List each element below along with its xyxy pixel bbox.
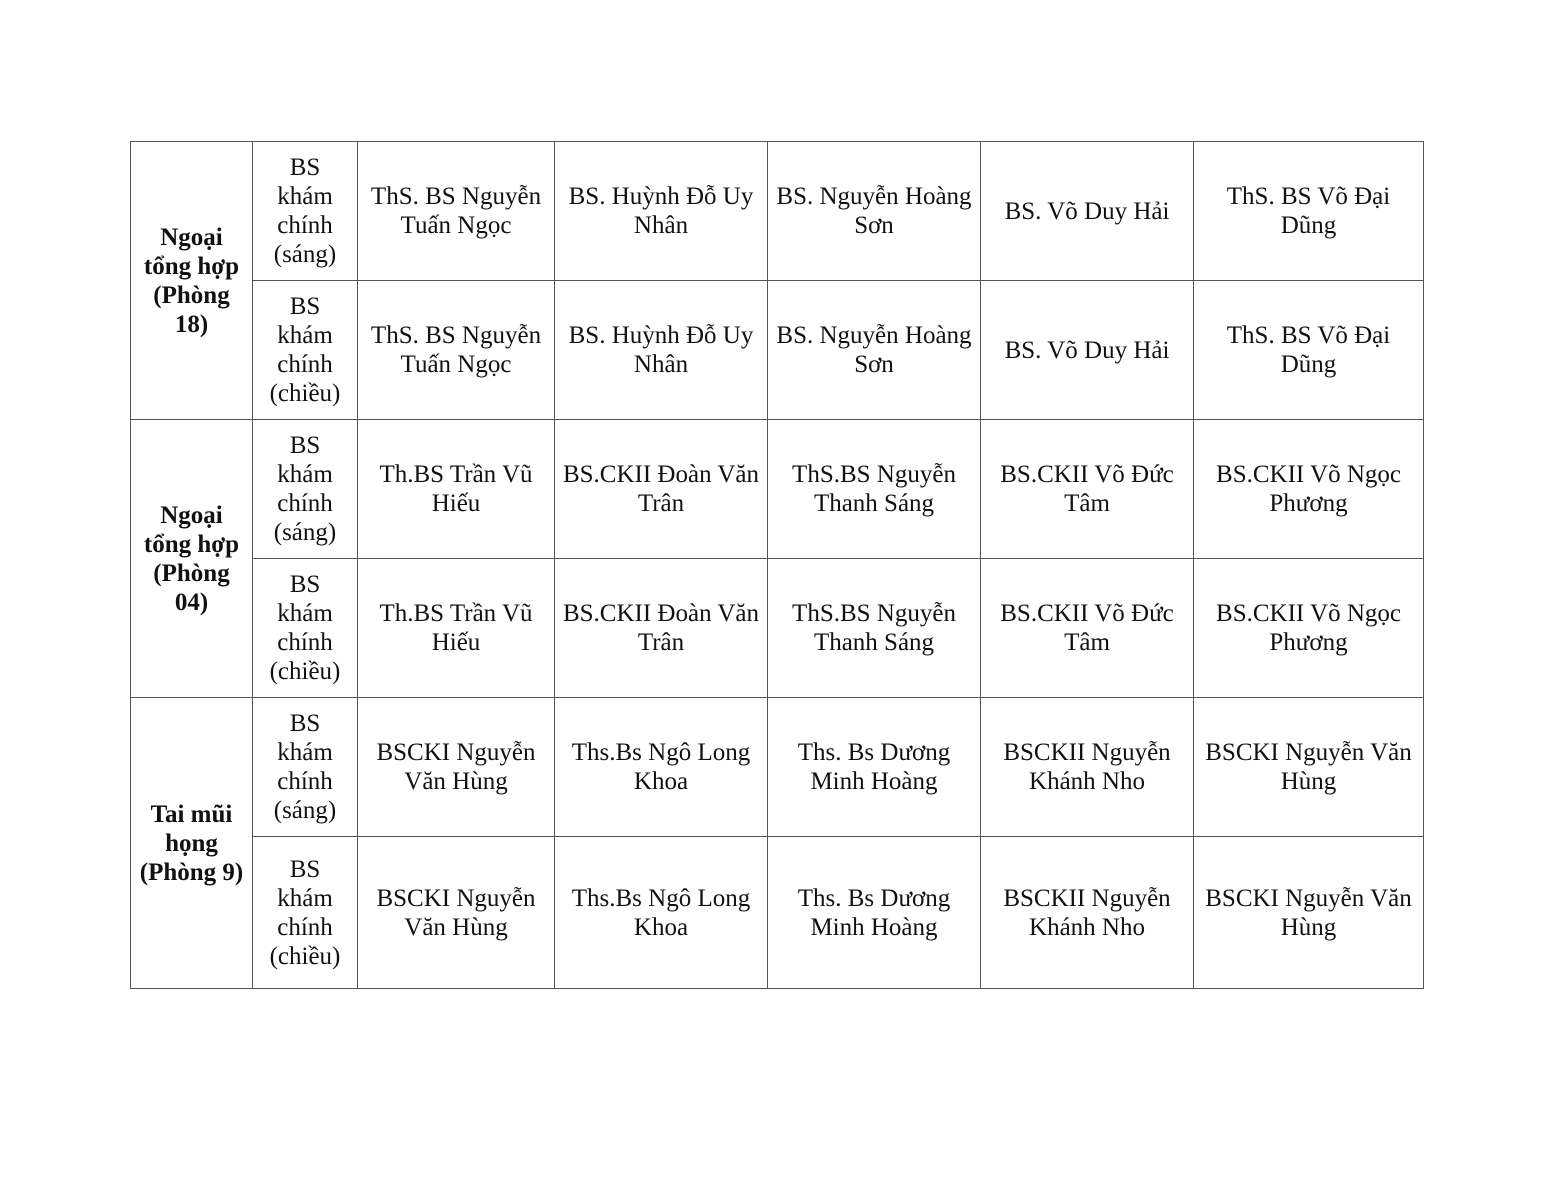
doctor-cell: BS. Huỳnh Đỗ Uy Nhân [555, 142, 768, 281]
table-row [131, 698, 1424, 837]
doctor-cell: BS. Nguyễn Hoàng Sơn [768, 281, 981, 420]
doctor-cell: BS. Nguyễn Hoàng Sơn [768, 142, 981, 281]
doctor-cell: BSCKII Nguyễn Khánh Nho [981, 698, 1194, 837]
doctor-cell: Ths. Bs Dương Minh Hoàng [768, 837, 981, 989]
department-cell: Ngoại tổng hợp (Phòng 18) [131, 142, 253, 420]
table-row [131, 837, 1424, 989]
role-cell: BS khám chính (chiều) [253, 837, 358, 989]
doctor-cell: BS. Võ Duy Hải [981, 142, 1194, 281]
role-cell: BS khám chính (chiều) [253, 559, 358, 698]
doctor-cell: BS.CKII Võ Ngọc Phương [1194, 559, 1424, 698]
doctor-cell: ThS. BS Võ Đại Dũng [1194, 142, 1424, 281]
doctor-cell: ThS. BS Nguyễn Tuấn Ngọc [358, 281, 555, 420]
doctor-schedule-table [130, 141, 1424, 989]
doctor-cell: Th.BS Trần Vũ Hiếu [358, 559, 555, 698]
doctor-cell: BS.CKII Đoàn Văn Trân [555, 420, 768, 559]
doctor-cell: BSCKI Nguyễn Văn Hùng [1194, 698, 1424, 837]
doctor-cell: Ths.Bs Ngô Long Khoa [555, 698, 768, 837]
table-row [131, 420, 1424, 559]
doctor-cell: ThS.BS Nguyễn Thanh Sáng [768, 559, 981, 698]
role-cell: BS khám chính (chiều) [253, 281, 358, 420]
doctor-cell: ThS. BS Nguyễn Tuấn Ngọc [358, 142, 555, 281]
doctor-cell: BS. Huỳnh Đỗ Uy Nhân [555, 281, 768, 420]
role-cell: BS khám chính (sáng) [253, 142, 358, 281]
role-cell: BS khám chính (sáng) [253, 698, 358, 837]
doctor-cell: Th.BS Trần Vũ Hiếu [358, 420, 555, 559]
doctor-cell: BSCKII Nguyễn Khánh Nho [981, 837, 1194, 989]
table-row [131, 142, 1424, 281]
doctor-cell: BSCKI Nguyễn Văn Hùng [358, 698, 555, 837]
role-cell: BS khám chính (sáng) [253, 420, 358, 559]
doctor-cell: BS.CKII Võ Đức Tâm [981, 420, 1194, 559]
doctor-cell: BS.CKII Võ Ngọc Phương [1194, 420, 1424, 559]
doctor-cell: Ths.Bs Ngô Long Khoa [555, 837, 768, 989]
doctor-cell: BS. Võ Duy Hải [981, 281, 1194, 420]
department-cell: Tai mũi họng (Phòng 9) [131, 698, 253, 989]
doctor-cell: BS.CKII Đoàn Văn Trân [555, 559, 768, 698]
table-row [131, 281, 1424, 420]
department-cell: Ngoại tổng hợp (Phòng 04) [131, 420, 253, 698]
doctor-cell: BS.CKII Võ Đức Tâm [981, 559, 1194, 698]
doctor-cell: BSCKI Nguyễn Văn Hùng [358, 837, 555, 989]
doctor-cell: ThS.BS Nguyễn Thanh Sáng [768, 420, 981, 559]
doctor-cell: BSCKI Nguyễn Văn Hùng [1194, 837, 1424, 989]
table-row [131, 559, 1424, 698]
doctor-cell: Ths. Bs Dương Minh Hoàng [768, 698, 981, 837]
doctor-cell: ThS. BS Võ Đại Dũng [1194, 281, 1424, 420]
